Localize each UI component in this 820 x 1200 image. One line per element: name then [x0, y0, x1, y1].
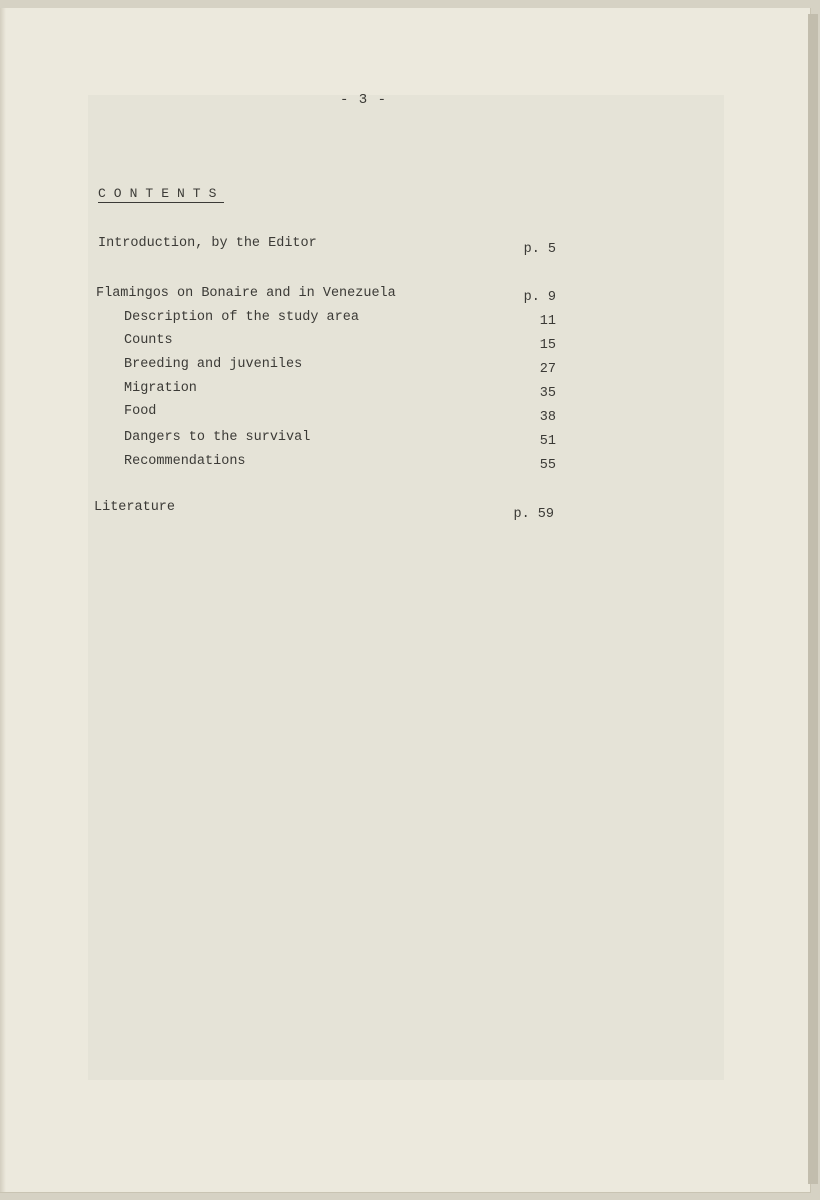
toc-subentry: Dangers to the survival — [124, 430, 311, 445]
page-edge — [808, 14, 818, 1184]
toc-subpage: 38 — [539, 410, 556, 425]
toc-subpage: 55 — [539, 458, 556, 473]
page-number: - 3 - — [340, 92, 388, 108]
toc-subentry: Food — [124, 404, 157, 419]
toc-subentry: Breeding and juveniles — [124, 357, 303, 372]
toc-page-flamingos: p. 9 — [523, 290, 556, 305]
toc-subpage: 11 — [539, 314, 556, 329]
toc-entry-introduction: Introduction, by the Editor — [98, 236, 317, 251]
toc-subpage: 51 — [539, 434, 556, 449]
toc-subentry: Migration — [124, 381, 197, 396]
toc-page-introduction: p. 5 — [523, 242, 556, 257]
toc-entry-flamingos: Flamingos on Bonaire and in Venezuela — [96, 286, 396, 301]
toc-subentry: Description of the study area — [124, 310, 359, 325]
toc-entry-literature: Literature — [94, 500, 176, 515]
toc-subentry: Counts — [124, 333, 173, 348]
binding-shadow — [0, 8, 6, 1192]
toc-subentry: Recommendations — [124, 454, 246, 469]
toc-subpage: 35 — [539, 386, 556, 401]
toc-subpage: 15 — [539, 338, 556, 353]
toc-subpage: 27 — [539, 362, 556, 377]
contents-heading: CONTENTS — [98, 186, 225, 201]
toc-page-literature: p. 59 — [513, 507, 554, 522]
